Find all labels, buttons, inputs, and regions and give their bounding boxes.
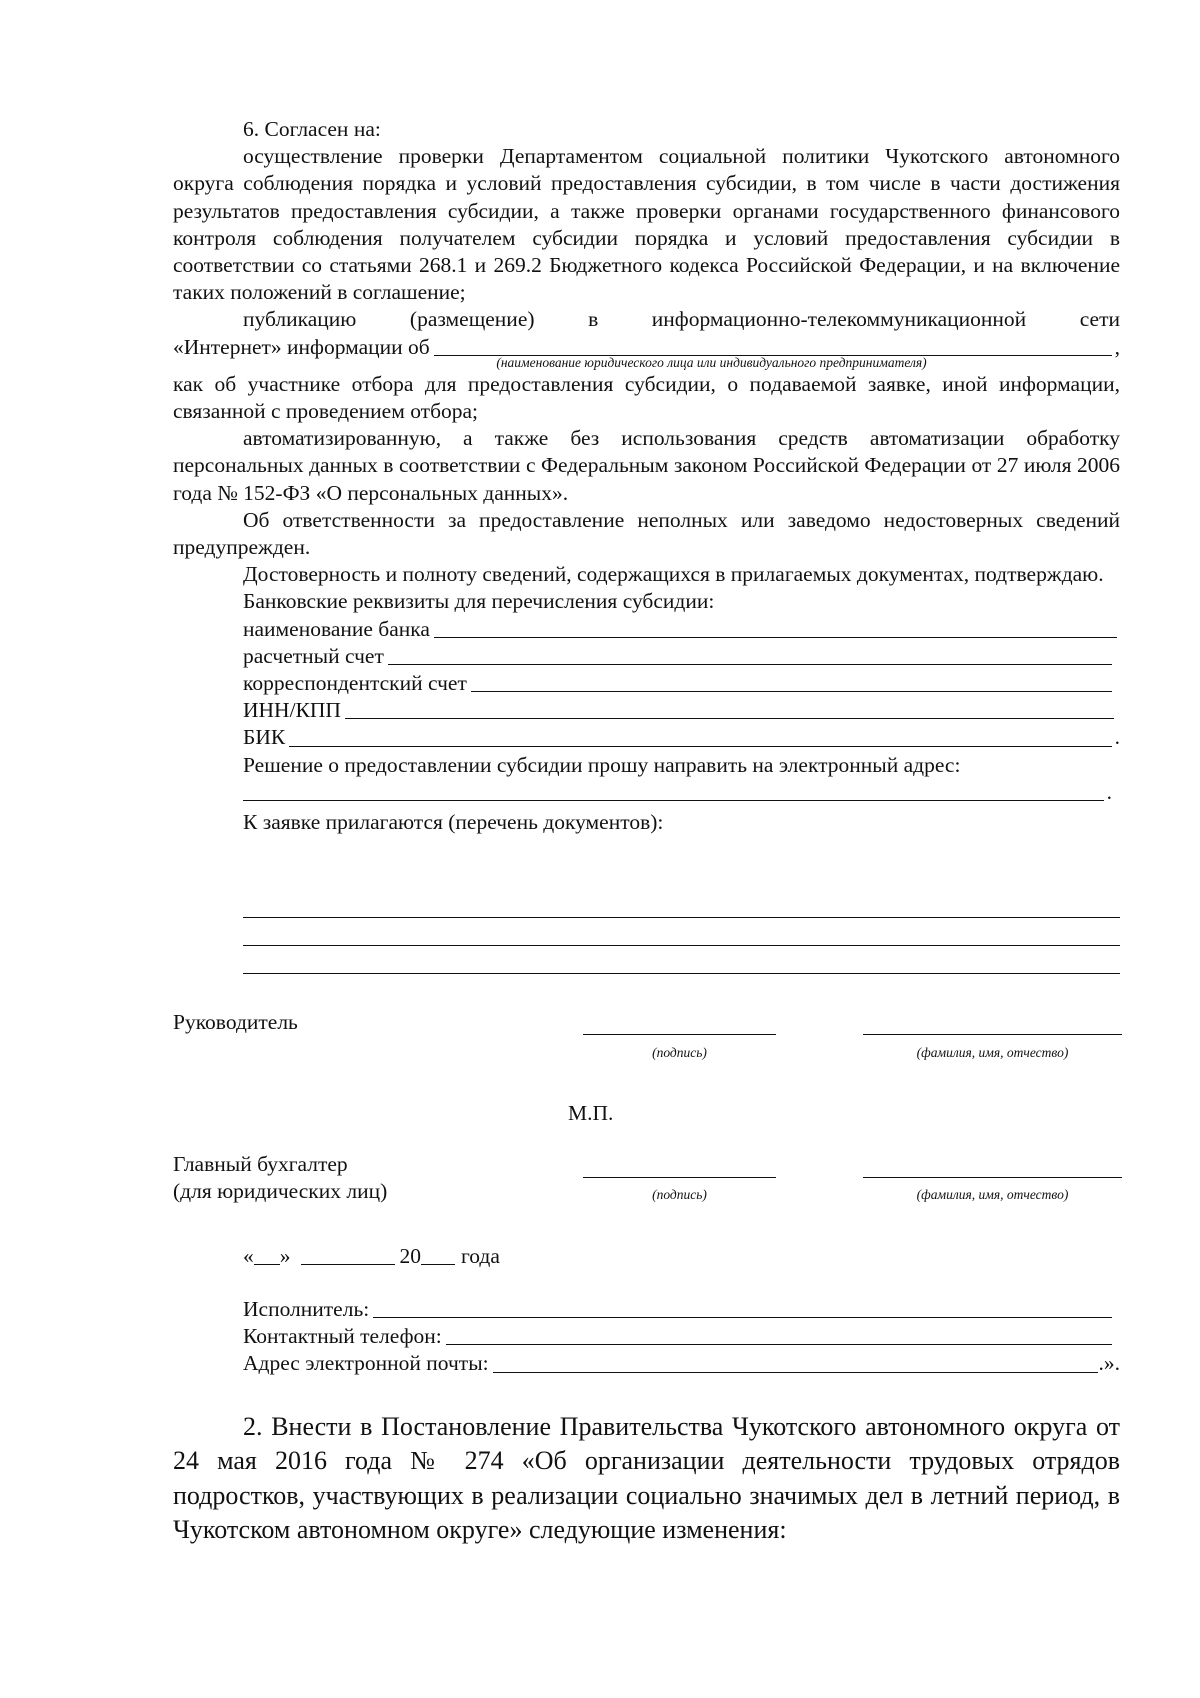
bank-details — [173, 588, 1120, 836]
bank-details-title-text: Банковские реквизиты для перечисления субсидии: — [243, 589, 715, 614]
email-decision-label: Решение о предоставлении субсидии прошу направить на электронный адрес: — [243, 752, 961, 777]
attachments-label: К заявке прилагаются (перечень документов): — [243, 810, 664, 835]
attachments-line-2[interactable] — [243, 945, 1120, 946]
publication-entity-comma: , — [1114, 334, 1120, 359]
stamp-label: М.П. — [568, 1101, 614, 1125]
email-decision-field[interactable] — [243, 779, 1104, 801]
inn-label: ИНН/КПП — [243, 698, 341, 723]
email-label: Адрес электронной почты: — [243, 1351, 489, 1376]
attachments-line-3[interactable] — [243, 973, 1120, 974]
corr-account-row — [243, 670, 1120, 697]
publication-entity-hint: (наименование юридического лица или индивидуального предпринимателя) — [496, 354, 927, 370]
email-end: .». — [1098, 1351, 1120, 1376]
bik-field[interactable] — [289, 725, 1111, 747]
email-row — [243, 1350, 1120, 1377]
phone-row — [243, 1323, 1120, 1350]
email-decision-end: . — [1106, 779, 1112, 804]
item-2-section — [173, 1410, 1120, 1547]
accountant-signature-hint: (подпись) — [652, 1187, 707, 1202]
date-row — [243, 1243, 500, 1270]
date-day-field[interactable] — [254, 1243, 280, 1265]
director-signature-hint: (подпись) — [652, 1045, 707, 1060]
bik-end: . — [1114, 725, 1120, 750]
publication-entity-field[interactable] — [434, 334, 1112, 356]
accountant-label: Главный бухгалтер — [173, 1152, 348, 1176]
consent-paragraph-inspection: осуществление проверки Департаментом социальной политики Чукотского автономного округа соблюдения порядка и условий предоставления субсидии, в том числе в части достижения результатов предоставления субсидии, а также проверки органами государственного финансового контроля соблюдения получателем субсидии порядка и условий предоставления субсидии в соответствии со статьями 268.1 и 269.2 Бюджетного кодекса Российской Федерации, и на включение таких положений в соглашение; — [173, 144, 1120, 305]
accountant-signature-field[interactable] — [583, 1177, 776, 1178]
executor-label: Исполнитель: — [243, 1297, 370, 1321]
consent-section — [173, 116, 1120, 836]
consent-header: 6. Согласен на: — [243, 117, 381, 141]
director-name-hint: (фамилия, имя, отчество) — [916, 1045, 1069, 1060]
date-close-quote: » — [279, 1244, 291, 1268]
contacts-section — [243, 1296, 1120, 1378]
account-field[interactable] — [388, 643, 1112, 665]
email-decision-row — [243, 779, 1120, 806]
accountant-note: (для юридических лиц) — [173, 1179, 388, 1203]
account-label: расчетный счет — [243, 643, 384, 668]
phone-label: Контактный телефон: — [243, 1324, 442, 1349]
accountant-name-field[interactable] — [863, 1177, 1122, 1178]
account-row — [243, 643, 1120, 670]
attachments-label-row — [243, 809, 1120, 836]
bank-name-field[interactable] — [434, 616, 1117, 638]
email-field[interactable] — [493, 1351, 1098, 1373]
consent-paragraph-publication-cont: как об участнике отбора для предоставления субсидии, о подаваемой заявке, иной информации, связанной с проведением отбора; — [173, 371, 1120, 424]
publication-entity-label: «Интернет» информации об — [173, 334, 430, 359]
date-year-prefix: 20 — [399, 1244, 421, 1268]
item-2-paragraph: 2. Внести в Постановление Правительства Чукотского автономного округа от 24 мая 2016 года № 274 «Об организации деятельности трудовых отрядов подростков, участвующих в реализации социально значимых дел в летний период, в Чукотском автономном округе» следующие изменения: — [173, 1412, 1120, 1544]
inn-row — [243, 697, 1120, 724]
executor-field[interactable] — [373, 1296, 1112, 1318]
consent-paragraph-publication: публикацию (размещение) в информационно-телекоммуникационной сети — [243, 307, 1120, 332]
director-signature-field[interactable] — [583, 1034, 776, 1035]
consent-paragraph-personal-data: автоматизированную, а также без использования средств автоматизации обработку персональных данных в соответствии с Федеральным законом Российской Федерации от 27 июля 2006 года № 152-ФЗ «О персональных данных». — [173, 426, 1120, 505]
bank-details-title — [243, 588, 1120, 615]
bank-name-label: наименование банка — [243, 616, 430, 641]
accountant-name-hint: (фамилия, имя, отчество) — [916, 1187, 1069, 1202]
attachments-line-1[interactable] — [243, 917, 1120, 918]
director-label: Руководитель — [173, 1010, 298, 1034]
inn-field[interactable] — [345, 697, 1114, 719]
email-decision-label-row — [243, 752, 1120, 779]
date-year-field[interactable] — [421, 1243, 455, 1265]
phone-field[interactable] — [446, 1323, 1112, 1345]
date-open-quote: « — [243, 1244, 254, 1268]
date-month-field[interactable] — [301, 1243, 395, 1265]
bik-row — [243, 724, 1120, 751]
bank-name-row — [243, 616, 1120, 643]
director-name-field[interactable] — [863, 1034, 1122, 1035]
responsibility-warning: Об ответственности за предоставление неполных или заведомо недостоверных сведений предупрежден. — [173, 507, 1120, 560]
corr-account-field[interactable] — [471, 670, 1112, 692]
corr-account-label: корреспондентский счет — [243, 671, 467, 696]
reliability-confirmation: Достоверность и полноту сведений, содержащихся в прилагаемых документах, подтверждаю. — [243, 562, 1104, 587]
date-year-suffix: года — [461, 1244, 500, 1268]
executor-row — [243, 1296, 1120, 1323]
bik-label: БИК — [243, 725, 286, 750]
